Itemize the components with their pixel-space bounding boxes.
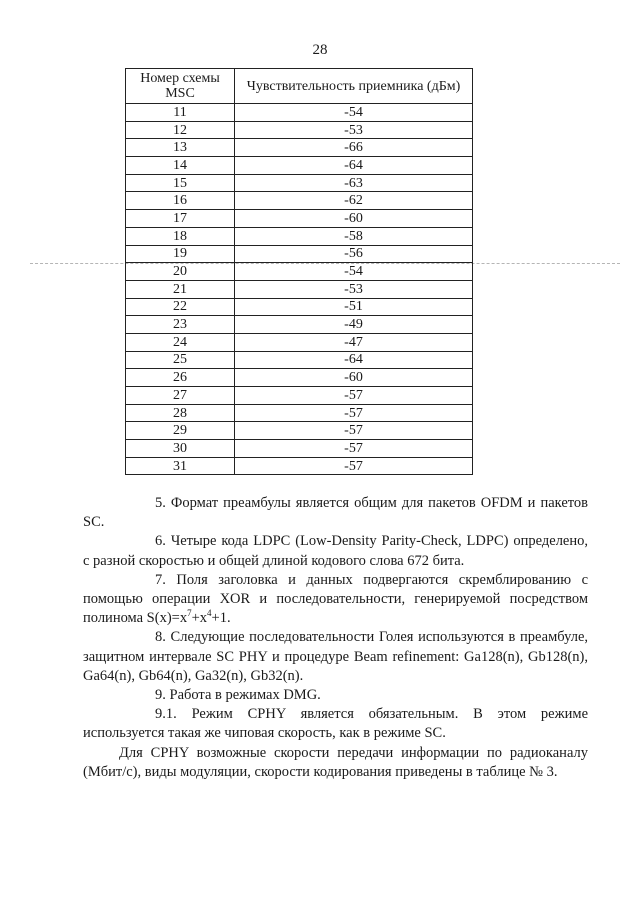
sensitivity-cell: -53 [235, 121, 473, 139]
paragraph-text: Режим CPHY является обязательным. В этом режиме используется такая же чиповая скорость, как в режиме SC. [83, 706, 588, 742]
sensitivity-cell: -66 [235, 139, 473, 157]
msc-number-cell: 22 [126, 298, 235, 316]
sensitivity-cell: -60 [235, 210, 473, 228]
table-row [126, 104, 473, 122]
msc-number-cell: 25 [126, 351, 235, 369]
sensitivity-cell: -62 [235, 192, 473, 210]
table-row [126, 457, 473, 475]
paragraph-text: Следующие последовательности Голея используются в преамбуле, защитном интервале SC PHY и процедуре Beam refinement: Ga128(n), Gb128(n), Ga64(n), Gb64(n), Ga32(n), Gb32(n). [83, 629, 589, 684]
paragraph-number: 7. [155, 571, 166, 588]
sensitivity-cell: -64 [235, 157, 473, 175]
table-row [126, 280, 473, 298]
paragraph-text: Формат преамбулы является общим для пакетов OFDM и пакетов SC. [83, 495, 589, 531]
paragraph-8 [83, 628, 588, 686]
paragraph-text: Четыре кода LDPC (Low-Density Parity-Check, LDPC) определено, с разной скоростью и общей длиной кодового слова 672 бита. [83, 533, 589, 569]
msc-number-cell: 20 [126, 263, 235, 281]
msc-number-cell: 19 [126, 245, 235, 263]
sensitivity-cell: -57 [235, 404, 473, 422]
paragraph-number: 6. [155, 533, 166, 550]
table-row [126, 210, 473, 228]
sensitivity-cell: -54 [235, 104, 473, 122]
paragraph-number: 9.1. [155, 706, 177, 723]
paragraph-number: 9. [155, 687, 166, 704]
table-row [126, 369, 473, 387]
paragraph-text: Для CPHY возможные скорости передачи информации по радиоканалу (Мбит/с), виды модуляции, скорости кодирования приведены в таблице № 3. [83, 744, 588, 780]
paragraph-text-end: +1. [211, 610, 231, 627]
paragraph-6 [83, 532, 588, 570]
msc-number-cell: 12 [126, 121, 235, 139]
sensitivity-cell: -64 [235, 351, 473, 369]
msc-number-cell: 23 [126, 316, 235, 334]
table-row [126, 316, 473, 334]
msc-number-cell: 26 [126, 369, 235, 387]
table-row [126, 404, 473, 422]
sensitivity-cell: -57 [235, 422, 473, 440]
table-row [126, 333, 473, 351]
header-msc-number: Номер схемы MSC [126, 69, 235, 104]
paragraph-cphy-rates [83, 744, 588, 782]
msc-number-cell: 29 [126, 422, 235, 440]
msc-number-cell: 17 [126, 210, 235, 228]
table-row [126, 422, 473, 440]
table-row [126, 440, 473, 458]
table-row [126, 192, 473, 210]
table-row [126, 227, 473, 245]
sensitivity-cell: -58 [235, 227, 473, 245]
sensitivity-cell: -47 [235, 333, 473, 351]
table-header-row [126, 69, 473, 104]
table-row [126, 245, 473, 263]
paragraph-9 [83, 686, 588, 705]
paragraph-number: 5. [155, 495, 166, 511]
msc-number-cell: 31 [126, 457, 235, 475]
msc-number-cell: 27 [126, 387, 235, 405]
exponent: 7 [187, 608, 192, 619]
msc-sensitivity-table [125, 68, 473, 475]
msc-number-cell: 18 [126, 227, 235, 245]
paragraph-9-1 [83, 705, 588, 743]
paragraph-text: Поля заголовка и данных подвергаются скремблированию с помощью операции XOR и последовательности, генерируемой посредством полинома S(x)=x [83, 571, 589, 627]
body-text [83, 494, 588, 782]
msc-number-cell: 11 [126, 104, 235, 122]
msc-number-cell: 24 [126, 333, 235, 351]
msc-number-cell: 13 [126, 139, 235, 157]
table-row [126, 263, 473, 281]
table-row [126, 139, 473, 157]
msc-number-cell: 30 [126, 440, 235, 458]
paragraph-5 [83, 494, 588, 532]
msc-number-cell: 14 [126, 157, 235, 175]
msc-number-cell: 15 [126, 174, 235, 192]
sensitivity-cell: -57 [235, 387, 473, 405]
sensitivity-cell: -56 [235, 245, 473, 263]
table-row [126, 351, 473, 369]
table-row [126, 121, 473, 139]
sensitivity-cell: -49 [235, 316, 473, 334]
sensitivity-cell: -51 [235, 298, 473, 316]
msc-number-cell: 21 [126, 280, 235, 298]
exponent: 4 [207, 608, 212, 619]
sensitivity-cell: -57 [235, 440, 473, 458]
msc-number-cell: 16 [126, 192, 235, 210]
page-number: 28 [312, 42, 328, 58]
sensitivity-cell: -53 [235, 280, 473, 298]
table-row [126, 174, 473, 192]
sensitivity-cell: -60 [235, 369, 473, 387]
paragraph-text: Работа в режимах DMG. [169, 687, 321, 704]
sensitivity-cell: -57 [235, 457, 473, 475]
table-row [126, 157, 473, 175]
table-row [126, 387, 473, 405]
msc-number-cell: 28 [126, 404, 235, 422]
paragraph-number: 8. [155, 629, 166, 646]
table-row [126, 298, 473, 316]
sensitivity-cell: -63 [235, 174, 473, 192]
paragraph-text-mid: +x [191, 610, 208, 627]
header-receiver-sensitivity: Чувствительность приемника (дБм) [235, 69, 473, 104]
sensitivity-cell: -54 [235, 263, 473, 281]
paragraph-7 [83, 571, 588, 629]
